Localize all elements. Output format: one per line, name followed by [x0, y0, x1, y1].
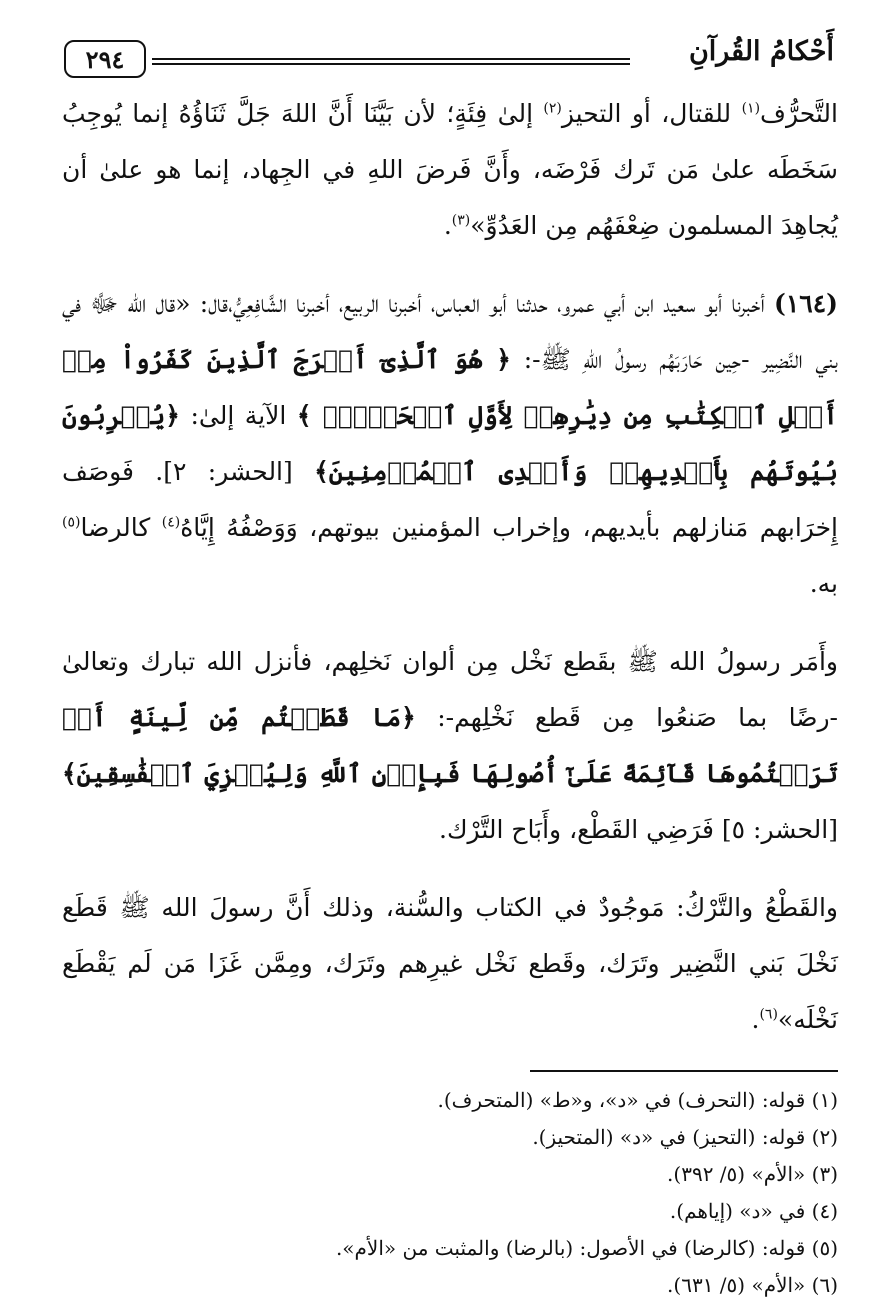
- book-title: أَحْكامُ القُرآنِ: [688, 36, 834, 67]
- text-span: للقتال، أو التحيز: [561, 99, 742, 128]
- text-span: .: [751, 1005, 760, 1034]
- text-span: كالرضا: [80, 513, 162, 542]
- footnote-marker-1: (١): [741, 100, 761, 117]
- text-span: به.: [809, 569, 838, 598]
- quran-verse-1: ﴿ هُوَ ٱلَّذِىٓ أَخۡرَجَ ٱلَّذِينَ كَفَرُواْ مِنۡ أَهۡلِ ٱلۡكِتَٰبِ مِن دِيَٰرِهِمۡ لِأَوَّلِ ٱلۡحَشۡرِۚ ﴾: [62, 345, 839, 430]
- running-header: [62, 34, 838, 86]
- paragraph-4: [62, 880, 838, 1048]
- footnote-2: (٢) قوله: (التحيز) في «د» (المتحيز).: [532, 1125, 838, 1149]
- header-double-rule: [152, 58, 630, 65]
- footnote-marker-5: (٥): [62, 514, 81, 531]
- main-text: [62, 86, 838, 1048]
- text-span: التَّحرُّف: [760, 99, 838, 128]
- text-span: وأَمَر رسولُ الله ﷺ بقَطع نَخْل مِن ألوان نَخلِهم، فأنزل الله تبارك وتعالىٰ -رضًا بما صَنعُوا مِن قَطع نَخْلِهم-:: [62, 647, 838, 732]
- footnote-6: (٦) «الأم» (٥/ ٦٣١).: [667, 1273, 838, 1297]
- footnote-1: (١) قوله: (التحرف) في «د»، و«ط» (المتحرف).: [437, 1088, 838, 1112]
- text-span: والقَطْعُ والتَّرْكُ: مَوجُودٌ في الكتاب والسُّنة، وذلك أَنَّ رسولَ الله ﷺ قَطَع نَخْلَ بَني النَّضِير وتَرَك، وقَطع نَخْل غيرِهم وتَرَك، ومِمَّن غَزَا مَن لَم يَقْطَع نَخْلَه»: [62, 893, 838, 1034]
- footnote-marker-6: (٦): [759, 1006, 778, 1023]
- text-span: أخبرنا أبو سعيد ابن أبي عمرو، حدثنا أبو العباس، أخبرنا الربيع، أخبرنا الشَّافِعِيُّ،قال: «قال الله ﷻ في بني النَّضِير -حِين حَارَبَهُم رسولُ اللهِ ﷺ-:: [62, 289, 838, 374]
- footnote-3: (٣) «الأم» (٥/ ٣٩٢).: [667, 1162, 838, 1186]
- text-span: [الحشر: ٢]. فَوصَف إِخرَابهم مَنازلهم بأيديهم، وإخراب المؤمنين بيوتهم، وَوَصْفُهُ إِيَّاهُ: [62, 457, 838, 542]
- footnote-4: (٤) في «د» (إياهم).: [669, 1199, 838, 1223]
- footnote-separator: [530, 1070, 838, 1072]
- footnotes: [62, 1082, 838, 1304]
- footnote-marker-2: (٢): [543, 100, 562, 117]
- quran-verse-3: ﴿مَا قَطَعۡتُم مِّن لِّينَةٍ أَوۡ تَرَكۡتُمُوهَا قَآئِمَةً عَلَىٰٓ أُصُولِهَا فَبِإِذۡنِ ٱللَّهِ وَلِيُخۡزِيَ ٱلۡفَٰسِقِينَ﴾: [62, 703, 838, 788]
- paragraph-3: [62, 634, 838, 858]
- text-span: إلىٰ فِئَةٍ؛ لأن بَيَّنَا أَنَّ اللهَ جَلَّ ثَنَاؤُهُ إنما يُوجِبُ سَخَطَه علىٰ مَن تَرك فَرْضَه، وأَنَّ فَرضَ اللهِ في الجِهاد، إنما هو علىٰ أن يُجاهِدَ المسلمون ضِعْفَهُم مِن العَدُوِّ»: [62, 99, 838, 240]
- footnote-marker-4: (٤): [161, 514, 181, 531]
- text-span: .: [443, 211, 452, 240]
- footnote-5: (٥) قوله: (كالرضا) في الأصول: (بالرضا) والمثبت من «الأم».: [335, 1236, 838, 1260]
- footnote-marker-3: (٣): [451, 212, 471, 229]
- page-number: ٢٩٤: [64, 40, 146, 78]
- text-span: الآية إلىٰ:: [179, 401, 297, 430]
- narration-number: (١٦٤): [774, 289, 838, 318]
- paragraph-2: [62, 276, 838, 612]
- paragraph-1: [62, 86, 838, 254]
- text-span: [الحشر: ٥] فَرَضِي القَطْع، وأَبَاح التَّرْك.: [439, 815, 838, 844]
- quran-verse-2: ﴿يُخۡرِبُونَ بُيُوتَهُم بِأَيۡدِيهِمۡ وَأَيۡدِى ٱلۡمُؤۡمِنِينَ﴾: [62, 401, 838, 486]
